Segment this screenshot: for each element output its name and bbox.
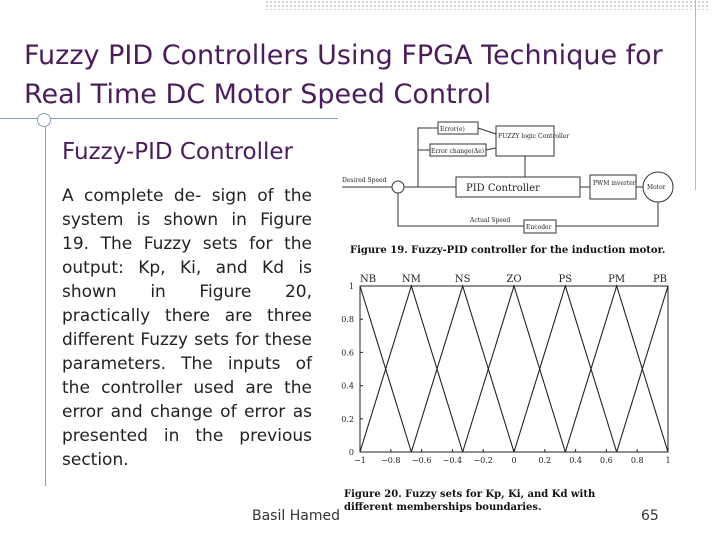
- figure19-caption: Figure 19. Fuzzy-PID controller for the induction motor.: [350, 245, 666, 256]
- legend-label-ns: NS: [454, 274, 471, 285]
- figures-svg: [338, 118, 680, 518]
- plot-frame: [360, 286, 668, 452]
- y-tick-label: 0.6: [341, 348, 354, 358]
- pwm-block: [590, 175, 636, 199]
- y-tick-label: 0: [348, 448, 354, 457]
- x-tick-label: 0.2: [538, 456, 552, 465]
- figure20-caption: [344, 489, 596, 513]
- y-tick-label: 1: [348, 282, 354, 291]
- section-heading: Fuzzy-PID Controller: [62, 139, 294, 165]
- horizontal-rule: [0, 118, 340, 119]
- membership-ns: [411, 286, 514, 452]
- footer-author: Basil Hamed: [252, 508, 340, 524]
- figure20-caption-line2: different memberships boundaries.: [344, 502, 542, 513]
- actual-speed-label: Actual Speed: [470, 217, 511, 224]
- legend-label-pb: PB: [652, 274, 668, 285]
- page-number: 65: [641, 508, 659, 524]
- decorative-bracket: [695, 0, 720, 190]
- legend-label-nb: NB: [359, 274, 377, 285]
- membership-nm: [360, 286, 463, 452]
- x-tick-label: 0.4: [569, 456, 582, 465]
- pwm-label: PWM inverter: [593, 180, 636, 187]
- rule-circle-ornament: [37, 113, 51, 127]
- x-tick-label: 0.8: [630, 456, 644, 465]
- x-tick-label: −0.8: [381, 456, 401, 465]
- y-tick-label: 0.2: [341, 414, 354, 424]
- desired-speed-label: Desired Speed: [342, 177, 387, 184]
- membership-ps: [514, 286, 617, 452]
- pid-label: PID Controller: [466, 183, 540, 194]
- fuzzy-label: FUZZY logic Controller: [498, 133, 570, 140]
- membership-zo: [463, 286, 566, 452]
- y-tick-label: 0.4: [341, 381, 354, 391]
- error-label: Error(e): [440, 126, 465, 133]
- slide-title: Fuzzy PID Controllers Using FPGA Technique for Real Time DC Motor Speed Control: [24, 40, 663, 110]
- vertical-rule: [45, 116, 46, 486]
- legend-label-pm: PM: [608, 274, 626, 285]
- x-tick-label: −0.2: [473, 456, 493, 465]
- summing-junction: [392, 181, 404, 193]
- membership-pm: [565, 286, 668, 452]
- x-tick-label: 0: [511, 456, 517, 465]
- fuzzy-block: [496, 126, 554, 156]
- x-tick-label: 1: [665, 456, 671, 465]
- x-tick-label: 0.6: [600, 456, 613, 465]
- top-dot-pattern: [265, 0, 710, 10]
- x-tick-label: −0.6: [411, 456, 432, 465]
- y-tick-label: 0.8: [341, 315, 354, 325]
- encoder-label: Encoder: [526, 224, 552, 231]
- legend-label-nm: NM: [401, 274, 421, 285]
- x-tick-label: −1: [354, 456, 366, 465]
- figure20-caption-line1: Figure 20. Fuzzy sets for Kp, Ki, and Kd with: [344, 489, 596, 500]
- fuzzy-sets-chart: [341, 274, 670, 465]
- legend-label-ps: PS: [558, 274, 573, 285]
- body-paragraph: A complete de- sign of the system is shown in Figure 19. The Fuzzy sets for the output: Kp, Ki, and Kd is shown in Figure 20, practically there are three different Fuzzy sets for these parameters. The inputs of the controller used are the error and change of error as presented in the previous section.: [62, 186, 312, 470]
- legend-label-zo: ZO: [506, 274, 522, 285]
- x-tick-label: −0.4: [442, 456, 463, 465]
- motor-label: Motor: [647, 184, 666, 191]
- figures-panel: [338, 118, 680, 518]
- error-change-label: Error change(Δe): [431, 148, 485, 155]
